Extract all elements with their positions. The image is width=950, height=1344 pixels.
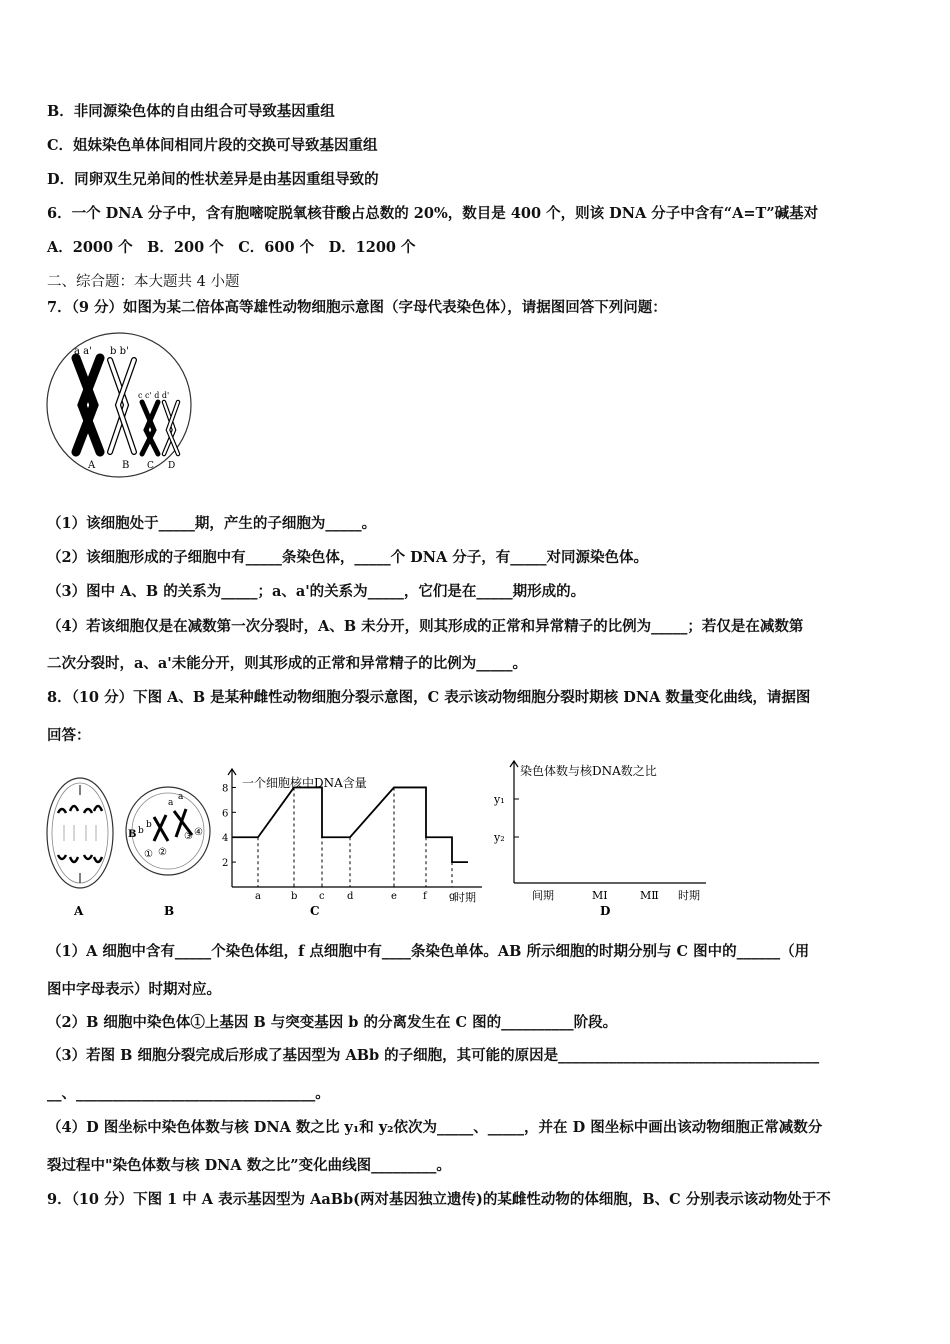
chart-D-title: 染色体数与核DNA数之比 xyxy=(520,764,657,778)
q8-part-4-line-1: （4）D 图坐标中染色体数与核 DNA 数之比 y₁和 y₂依次为_____、_____，并在 D 图坐标中画出该动物细胞正常减数分 xyxy=(47,1119,823,1136)
q8-part-3-line-2: __、_________________________________。 xyxy=(47,1085,330,1102)
label-B: B xyxy=(122,460,130,471)
chart-C-ytick-4: 4 xyxy=(222,833,229,845)
cell-A-chromosomes-icon xyxy=(58,806,102,862)
chromosome-b-icon xyxy=(110,360,134,452)
label-D: D xyxy=(168,461,176,471)
option-b: B．非同源染色体的自由组合可导致基因重组 xyxy=(47,103,335,120)
label-a-pair: a a' xyxy=(74,346,92,357)
chart-C-ytick-2: 2 xyxy=(222,858,229,870)
question-7-figure xyxy=(44,330,194,480)
q8-part-3-line-1: （3）若图 B 细胞分裂完成后形成了基因型为 ABb 的子细胞，其可能的原因是____________________________________ xyxy=(47,1047,820,1064)
chart-C-ytick-8: 8 xyxy=(222,783,229,795)
chart-D-xtick-m1: MⅠ xyxy=(592,889,608,902)
chromosome-a-icon xyxy=(76,358,100,452)
q7-part-4-line-2: 二次分裂时，a、a'未能分开，则其形成的正常和异常精子的比例为_____。 xyxy=(47,655,527,672)
chart-C-xtick-e: e xyxy=(391,891,397,902)
chart-C-xtick-g: g xyxy=(449,891,456,902)
label-cd-pair: c c' d d' xyxy=(138,391,170,400)
chart-D-xtick-interphase: 间期 xyxy=(532,889,554,902)
mark-2: ② xyxy=(158,847,167,858)
section-heading: 二、综合题：本大题共 4 小题 xyxy=(47,274,240,290)
q8-part-4-line-2: 裂过程中"染色体数与核 DNA 数之比”变化曲线图_________。 xyxy=(47,1157,451,1174)
question-6: 6．一个 DNA 分子中，含有胞嘧啶脱氧核苷酸占总数的 20%，数目是 400 个，则该 DNA 分子中含有“A=T”碱基对 xyxy=(47,205,819,222)
chromosome-d-icon xyxy=(164,402,178,454)
gene-a-1: a xyxy=(168,798,174,808)
gene-b-2: b xyxy=(146,820,152,830)
chart-D-xtick-period: 时期 xyxy=(678,889,700,902)
gene-B: B xyxy=(128,829,137,840)
chart-C-xtick-d: d xyxy=(347,891,354,902)
chart-D-xtick-m2: MⅡ xyxy=(640,889,659,902)
question-8-line-1: 8．（10 分）下图 A、B 是某种雌性动物细胞分裂示意图，C 表示该动物细胞分裂时期核 DNA 数量变化曲线，请据图 xyxy=(47,689,811,706)
chart-C-xtick-f: f xyxy=(423,891,427,902)
q8-part-1-line-1: （1）A 细胞中含有_____个染色体组，f 点细胞中有____条染色单体。AB 所示细胞的时期分别与 C 图中的______（用 xyxy=(47,943,810,960)
chart-C-ytick-6: 6 xyxy=(222,808,229,820)
chart-C xyxy=(220,765,500,920)
q7-part-4-line-1: （4）若该细胞仅是在减数第一次分裂时，A、B 未分开，则其形成的正常和异常精子的比例为_____；若仅是在减数第 xyxy=(47,618,804,635)
label-fig-A: A xyxy=(74,904,84,918)
gene-a-2: a xyxy=(178,792,184,802)
label-b-pair: b b' xyxy=(110,346,129,357)
q8-part-1-line-2: 图中字母表示）时期对应。 xyxy=(47,981,221,998)
chart-D-ytick-y2: y₂ xyxy=(494,831,505,844)
chromosome-c-icon xyxy=(142,402,158,454)
label-fig-B: B xyxy=(164,904,175,918)
q7-part-1: （1）该细胞处于_____期，产生的子细胞为_____。 xyxy=(47,515,377,532)
question-9: 9．（10 分）下图 1 中 A 表示基因型为 AaBb(两对基因独立遗传)的某雌性动物的体细胞，B、C 分别表示该动物处于不 xyxy=(47,1191,831,1208)
chart-C-xtick-a: a xyxy=(255,891,261,902)
question-7: 7．（9 分）如图为某二倍体高等雄性动物细胞示意图（字母代表染色体），请据图回答下列问题： xyxy=(47,299,667,316)
chart-D-ytick-y1: y₁ xyxy=(494,793,505,806)
option-c: C．姐妹染色单体间相同片段的交换可导致基因重组 xyxy=(47,137,378,154)
mark-1: ① xyxy=(144,849,153,860)
label-A: A xyxy=(88,460,96,471)
label-fig-D: D xyxy=(600,904,611,918)
chart-C-xlabel: 时期 xyxy=(454,891,476,904)
q7-part-3: （3）图中 A、B 的关系为_____；a、a'的关系为_____，它们是在_____期形成的。 xyxy=(47,583,586,600)
cell-B-figure xyxy=(124,775,214,920)
chart-D xyxy=(494,757,715,920)
gene-b-1: b xyxy=(138,826,144,836)
q7-part-2: （2）该细胞形成的子细胞中有_____条染色体，_____个 DNA 分子，有_____对同源染色体。 xyxy=(47,549,649,566)
chart-C-title: 一个细胞核中DNA含量 xyxy=(242,776,367,790)
option-d: D．同卵双生兄弟间的性状差异是由基因重组导致的 xyxy=(47,171,379,188)
q8-part-2: （2）B 细胞中染色体①上基因 B 与突变基因 b 的分离发生在 C 图的__________阶段。 xyxy=(47,1014,618,1031)
mark-3: ③ xyxy=(184,831,193,842)
label-fig-C: C xyxy=(310,904,320,918)
chart-C-xtick-c: c xyxy=(319,891,325,902)
cell-A-figure xyxy=(44,775,116,920)
question-8-line-2: 回答： xyxy=(47,727,91,744)
chart-C-xtick-b: b xyxy=(291,891,298,902)
label-C: C xyxy=(147,461,154,471)
question-6-options: A．2000 个 B．200 个 C．600 个 D．1200 个 xyxy=(47,239,416,256)
mark-4: ④ xyxy=(194,827,203,838)
